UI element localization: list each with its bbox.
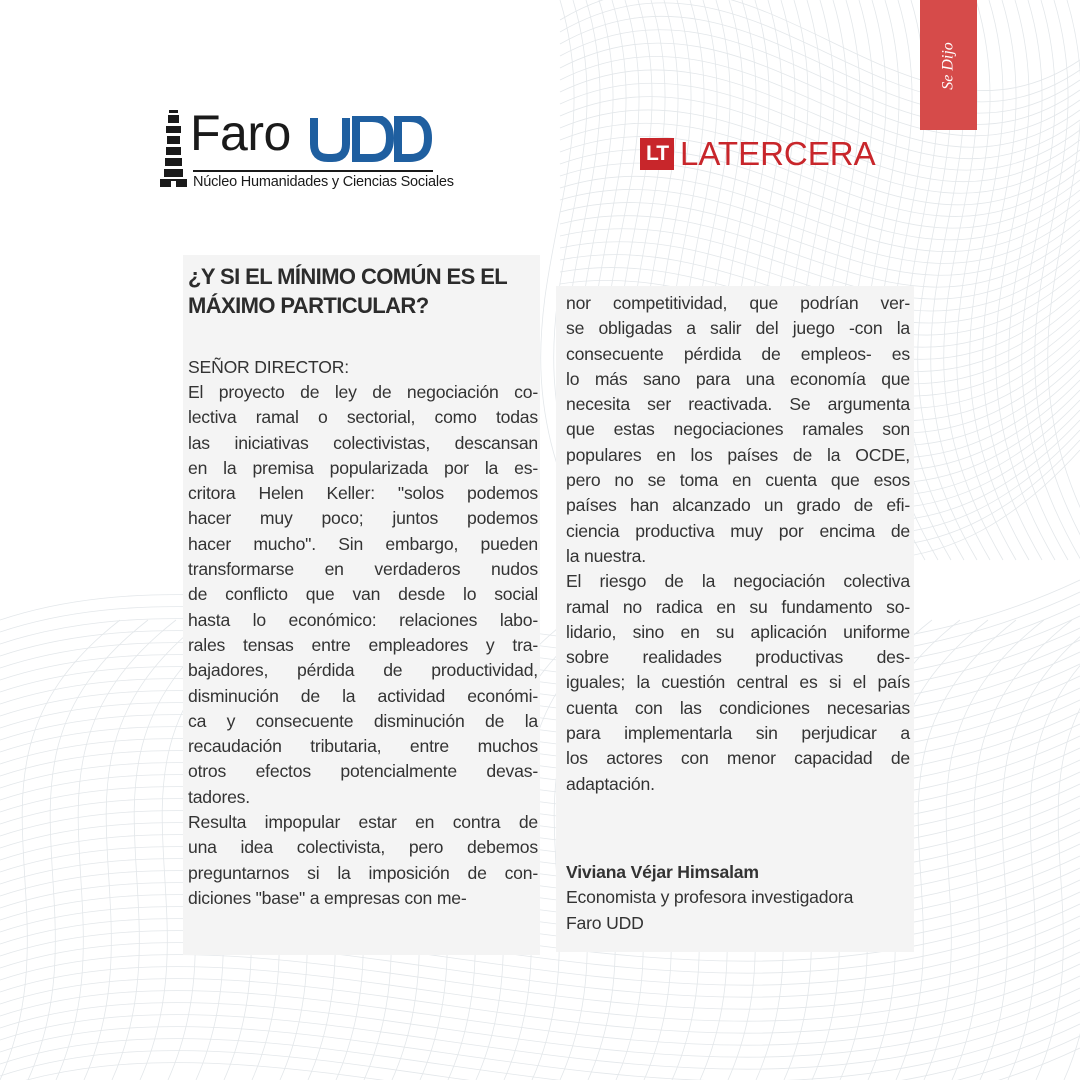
author-organization: Faro UDD — [566, 912, 644, 933]
article-body-right — [566, 291, 910, 797]
article-text-line: preguntarnos si la imposición de con- — [188, 862, 538, 883]
article-text-line: las iniciativas colectivistas, descansan — [188, 432, 538, 453]
lighthouse-icon — [158, 108, 190, 188]
article-text-line: disminución de la actividad económi- — [188, 685, 538, 706]
article-text-line: que estas negociaciones ramales son — [566, 419, 910, 440]
headline-line: MÁXIMO PARTICULAR? — [188, 293, 429, 318]
logo-divider — [193, 170, 433, 172]
article-text-line: hacer mucho". Sin embargo, pueden — [188, 533, 538, 554]
article-text-line: se obligadas a salir del juego -con la — [566, 318, 910, 339]
article-text-line: pero no se toma en cuenta que esos — [566, 470, 910, 491]
la-tercera-logo — [640, 135, 900, 172]
article-text-line: para implementarla sin perjudicar a — [566, 723, 910, 744]
article-text-line: rales tensas entre empleadores y tra- — [188, 634, 538, 655]
article-text-line: ca y consecuente disminución de la — [188, 710, 538, 731]
signature-block — [566, 860, 910, 936]
article-body-left — [188, 380, 538, 911]
article-text-line: la nuestra. — [566, 545, 646, 566]
article-text-line: de conflicto que van desde lo social — [188, 584, 538, 605]
author-title: Economista y profesora investigadora — [566, 887, 854, 908]
article-text-line: hacer muy poco; juntos podemos — [188, 508, 538, 529]
article-text-line: critora Helen Keller: "solos podemos — [188, 483, 538, 504]
la-tercera-wordmark: LATERCERA — [680, 135, 876, 172]
faro-wordmark: Faro — [190, 105, 291, 161]
lt-mark: LT — [640, 138, 674, 170]
article-headline — [188, 262, 538, 320]
article-text-line: tadores. — [188, 786, 250, 807]
article-text-line: diciones "base" a empresas con me- — [188, 887, 467, 908]
article-text-line: El riesgo de la negociación colectiva — [566, 571, 910, 592]
headline-line: ¿Y SI EL MÍNIMO COMÚN ES EL — [188, 264, 508, 289]
article-text-line: populares en los países de la OCDE, — [566, 444, 910, 465]
article-text-line: lidario, sino en su aplicación uniforme — [566, 621, 910, 642]
section-tab-label: Se Dijo — [939, 42, 957, 90]
article-text-line: Resulta impopular estar en contra de — [188, 812, 538, 833]
article-text-line: bajadores, pérdida de productividad, — [188, 660, 538, 681]
salutation-text: SEÑOR DIRECTOR: — [188, 357, 349, 377]
article-text-line: El proyecto de ley de negociación co- — [188, 382, 538, 402]
article-text-line: los actores con menor capacidad de — [566, 748, 910, 769]
article-text-line: lo más sano para una economía que — [566, 368, 910, 389]
article-text-line: cuenta con las condiciones necesarias — [566, 697, 910, 718]
faro-subtitle: Núcleo Humanidades y Ciencias Sociales — [193, 174, 454, 190]
faro-udd-logo — [158, 105, 454, 190]
article-text-line: necesita ser reactivada. Se argumenta — [566, 394, 910, 415]
article-text-line: ciencia productiva muy por encima de — [566, 520, 910, 541]
article-text-line: recaudación tributaria, entre muchos — [188, 736, 538, 757]
salutation — [188, 355, 538, 380]
author-name: Viviana Véjar Himsalam — [566, 862, 759, 882]
article-text-line: nor competitividad, que podrían ver- — [566, 293, 910, 313]
article-text-line: hasta lo económico: relaciones labo- — [188, 609, 538, 630]
article-text-line: iguales; la cuestión central es si el país — [566, 672, 910, 693]
article-text-line: adaptación. — [566, 773, 655, 794]
article-text-line: ramal no radica en su fundamento so- — [566, 596, 910, 617]
article-text-line: sobre realidades productivas des- — [566, 647, 910, 668]
article-text-line: lectiva ramal o sectorial, como todas — [188, 407, 538, 428]
article-text-line: países han alcanzado un grado de efi- — [566, 495, 910, 516]
article-text-line: transformarse en verdaderos nudos — [188, 559, 538, 580]
udd-wordmark — [310, 116, 432, 162]
article-text-line: una idea colectivista, pero debemos — [188, 837, 538, 858]
article-text-line: consecuente pérdida de empleos- es — [566, 343, 910, 364]
article-text-line: en la premisa popularizada por la es- — [188, 457, 538, 478]
article-text-line: otros efectos potencialmente devas- — [188, 761, 538, 782]
